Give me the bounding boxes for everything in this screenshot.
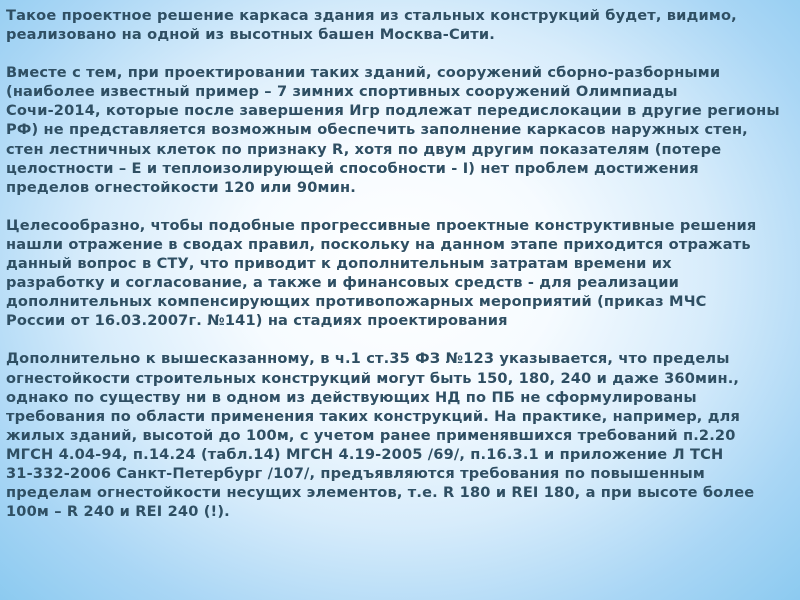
text-line: МГСН 4.04-94, п.14.24 (табл.14) МГСН 4.19-2005 /69/, п.16.3.1 и приложение Л ТСН (6, 445, 724, 463)
slide-text-block (6, 6, 794, 521)
text-line: реализовано на одной из высотных башен Москва-Сити. (6, 26, 495, 44)
text-line: (наиболее известный пример – 7 зимних спортивных сооружений Олимпиады (6, 83, 678, 101)
paragraph-spacer (6, 330, 794, 349)
text-line: целостности – Е и теплоизолирующей способности - I) нет проблем достижения (6, 159, 699, 177)
text-line: Такое проектное решение каркаса здания из стальных конструкций будет, видимо, (6, 7, 737, 24)
text-line: 31-332-2006 Санкт-Петербург /107/, предъявляются требования по повышенным (6, 464, 705, 482)
text-line: стен лестничных клеток по признаку R, хотя по двум другим показателям (потере (6, 140, 722, 158)
text-line: России от 16.03.2007г. №141) на стадиях проектирования (6, 312, 508, 330)
text-line: данный вопрос в СТУ, что приводит к дополнительным затратам времени их (6, 255, 672, 273)
paragraph-1 (6, 6, 794, 44)
text-line: дополнительных компенсирующих противопожарных мероприятий (приказ МЧС (6, 293, 707, 311)
text-line: Сочи-2014, которые после завершения Игр подлежат передислокации в другие регионы (6, 102, 780, 120)
paragraph-spacer (6, 44, 794, 63)
text-line: Дополнительно к вышесказанному, в ч.1 ст.35 ФЗ №123 указывается, что пределы (6, 350, 730, 368)
text-line: нашли отражение в сводах правил, поскольку на данном этапе приходится отражать (6, 235, 751, 253)
text-line: пределов огнестойкости 120 или 90мин. (6, 178, 356, 196)
text-line: разработку и согласование, а также и финансовых средств - для реализации (6, 274, 680, 292)
text-line: однако по существу ни в одном из действующих НД по ПБ не сформулированы (6, 388, 697, 406)
text-line: Целесообразно, чтобы подобные прогрессивные проектные конструктивные решения (6, 216, 757, 234)
paragraph-4 (6, 349, 794, 521)
paragraph-2 (6, 63, 794, 197)
text-line: огнестойкости строительных конструкций могут быть 150, 180, 240 и даже 360мин., (6, 369, 740, 387)
text-line: Вместе с тем, при проектировании таких зданий, сооружений сборно-разборными (6, 64, 721, 82)
paragraph-spacer (6, 197, 794, 216)
text-line: жилых зданий, высотой до 100м, с учетом ранее применявшихся требований п.2.20 (6, 426, 736, 444)
paragraph-3 (6, 216, 794, 331)
text-line: РФ) не представляется возможным обеспечить заполнение каркасов наружных стен, (6, 121, 748, 139)
text-line: 100м – R 240 и REI 240 (!). (6, 503, 230, 521)
text-line: требования по области применения таких конструкций. На практике, например, для (6, 407, 741, 425)
text-line: пределам огнестойкости несущих элементов, т.е. R 180 и REI 180, а при высоте более (6, 484, 755, 502)
